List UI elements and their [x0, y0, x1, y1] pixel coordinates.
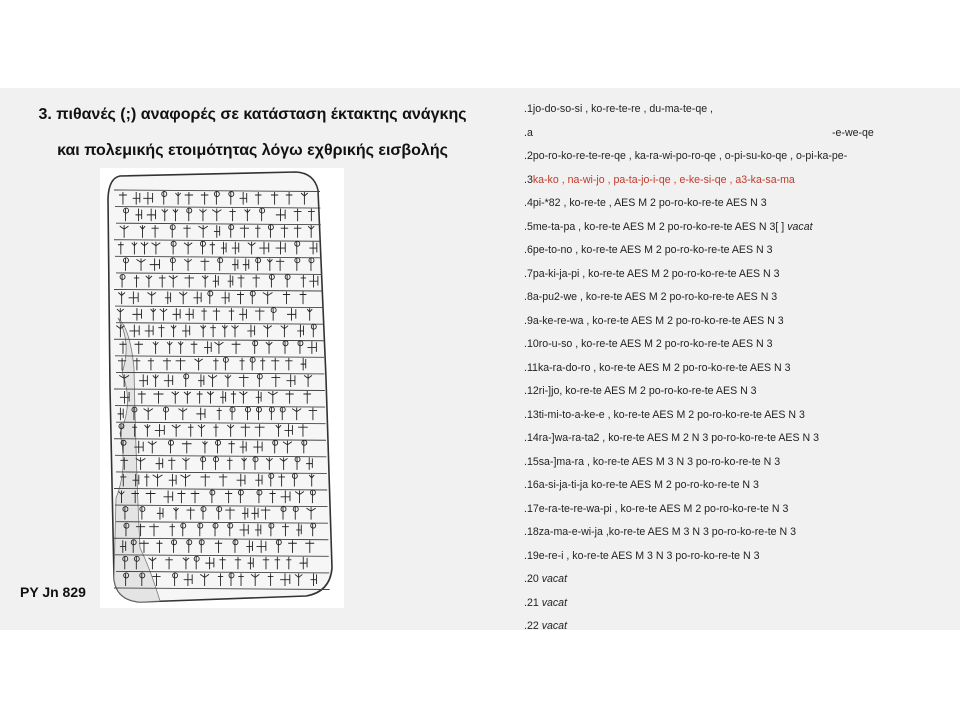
line-number: .7 [524, 267, 533, 280]
line-number: .9 [524, 314, 533, 327]
line-number: .20 [524, 573, 539, 585]
tablet-caption: PY Jn 829 [20, 584, 86, 600]
transliteration-line [524, 263, 944, 287]
line-text: za-ma-e-wi-ja ,ko-re-te AES M 3 N 3 po-ro-ko-re-te N 3 [538, 526, 796, 538]
line-text: pi-*82 , ko-re-te , AES M 2 po-ro-ko-re-te AES N 3 [532, 197, 767, 209]
transliteration-line [524, 286, 944, 310]
transliteration-line [524, 474, 944, 498]
line-text: jo-do-so-si , ko-re-te-re , du-ma-te-qe , [532, 103, 713, 115]
line-number: .2 [524, 150, 533, 162]
slide-title-line-2: και πολεμικής ετοιμότητας λόγω εχθρικής εισβολής [57, 142, 448, 159]
transliteration-line [524, 333, 944, 357]
line-number: .10 [524, 338, 539, 350]
line-text: a-ke-re-wa , ko-re-te AES M 2 po-ro-ko-re-te AES N 3 [532, 314, 784, 327]
line-number: .17 [524, 502, 539, 515]
transliteration-line [524, 216, 944, 240]
line-number: .12 [524, 385, 539, 397]
line-number: .22 [524, 620, 539, 632]
vacat-note: vacat [541, 620, 568, 632]
line-text: ka-ra-do-ro , ko-re-te AES M 2 po-ro-ko-re-te AES N 3 [537, 361, 791, 374]
line-number: .18 [524, 526, 539, 538]
linear-b-tablet-drawing [100, 168, 344, 608]
line-number: .13 [524, 408, 539, 421]
line-number: .6 [524, 244, 533, 256]
transliteration-line [524, 404, 944, 428]
line-text: e-re-i , ko-re-te AES M 3 N 3 po-ro-ko-re-te N 3 [538, 549, 760, 562]
transliteration-line [524, 357, 944, 381]
transliteration-line [524, 521, 944, 545]
transliteration-line [524, 380, 944, 404]
transliteration-line [524, 545, 944, 569]
transliteration-line [524, 145, 944, 169]
line-number: .11 [524, 361, 538, 374]
line-text: ra-]wa-ra-ta2 , ko-re-te AES M 2 N 3 po-ro-ko-re-te AES N 3 [538, 432, 819, 444]
line-number: .14 [524, 432, 539, 444]
line-text: pe-to-no , ko-re-te AES M 2 po-ro-ko-re-te AES N 3 [532, 244, 773, 256]
transliteration-line [524, 427, 944, 451]
vacat-note: vacat [541, 596, 568, 609]
transliteration-line [524, 451, 944, 475]
line-tail-text: -e-we-qe [832, 126, 874, 139]
line-text: sa-]ma-ra , ko-re-te AES M 3 N 3 po-ro-ko-re-te N 3 [538, 455, 781, 468]
line-text: a-pu2-we , ko-re-te AES M 2 po-ro-ko-re-te AES N 3 [532, 291, 778, 303]
transliteration-lines [524, 98, 944, 639]
line-text: a-si-ja-ti-ja ko-re-te AES M 2 po-ro-ko-re-te N 3 [538, 479, 759, 491]
vacat-note: vacat [541, 573, 568, 585]
line-number: .4 [524, 197, 533, 209]
line-text: ri-]jo, ko-re-te AES M 2 po-ro-ko-re-te AES N 3 [538, 385, 757, 397]
transliteration-line [524, 310, 944, 334]
line-number: .15 [524, 455, 539, 468]
line-text: pa-ki-ja-pi , ko-re-te AES M 2 po-ro-ko-re-te AES N 3 [532, 267, 780, 280]
transliteration-line [524, 615, 944, 639]
transliteration-line [524, 98, 944, 122]
line-text: ro-u-so , ko-re-te AES M 2 po-ro-ko-re-te AES N 3 [538, 338, 773, 350]
vacat-note: vacat [787, 220, 813, 233]
transliteration-line [524, 192, 944, 216]
line-number: .16 [524, 479, 539, 491]
transliteration-line [524, 239, 944, 263]
line-number: .5 [524, 220, 533, 233]
line-text: e-ra-te-re-wa-pi , ko-re-te AES M 2 po-ro-ko-re-te N 3 [538, 502, 789, 515]
transliteration-line [524, 592, 944, 616]
line-text: ti-mi-to-a-ke-e , ko-re-te AES M 2 po-ro-ko-re-te AES N 3 [538, 408, 805, 421]
slide-title-line-1: 3. πιθανές (;) αναφορές σε κατάσταση έκτακτης ανάγκης [38, 106, 467, 123]
transliteration-line [524, 498, 944, 522]
line-number: .19 [524, 549, 539, 562]
transliteration-line [524, 169, 944, 193]
transliteration-line [524, 568, 944, 592]
line-text: me-ta-pa , ko-re-te AES M 2 po-ro-ko-re-te AES N 3[ ] [532, 220, 785, 233]
line-text: ka-ko , na-wi-jo , pa-ta-jo-i-qe , e-ke-si-qe , a3-ka-sa-ma [532, 173, 795, 186]
line-number: .21 [524, 596, 539, 609]
line-number: .1 [524, 103, 533, 115]
transliteration-line [524, 122, 944, 146]
line-number: .8 [524, 291, 533, 303]
line-number: .a [524, 126, 533, 139]
line-number: .3 [524, 173, 533, 186]
line-text: po-ro-ko-re-te-re-qe , ka-ra-wi-po-ro-qe , o-pi-su-ko-qe , o-pi-ka-pe- [532, 150, 848, 162]
